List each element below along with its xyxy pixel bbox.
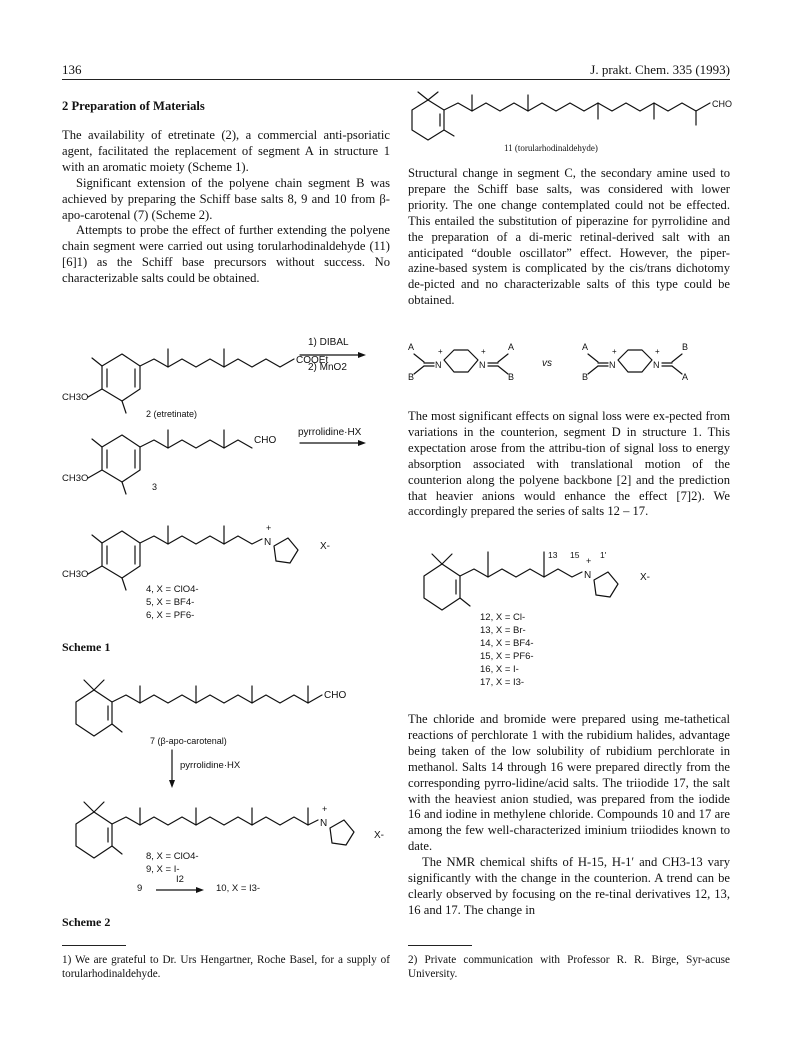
right-text-block-3 [408, 712, 730, 919]
right-text-block-2 [408, 409, 730, 520]
torularhodinaldehyde-structure [404, 88, 744, 150]
salt-label: 5, X = BF4- [146, 597, 195, 608]
methoxy-label: CH3O [62, 473, 89, 484]
svg-text:+: + [438, 347, 443, 356]
reagent-dibal: 1) DIBAL [308, 337, 349, 348]
svg-text:N: N [435, 360, 442, 370]
svg-text:+: + [322, 804, 328, 814]
triiodide-product: 10, X = I3- [216, 883, 261, 894]
svg-text:B: B [682, 342, 689, 352]
paragraph: Structural change in segment C, the secondary amine used to prepare the Schiff base salts, was considered with lower priority. The one change contemplated could not be effected. This entailed the substitution of piperazine for pyrrolidine and the preparation of a di-meric retinal-derived salt with an anticipated “double oscillator” effect. However, the piper-azine-based system is complicated by the cis/trans dichotomy de-picted and no characterizable salts of this type could be obtained. [408, 166, 730, 308]
footnote-rule [408, 945, 472, 946]
reagent-mno2: 2) MnO2 [308, 362, 347, 373]
iodine-reactant: 9 [137, 883, 143, 894]
journal-citation: J. prakt. Chem. 335 (1993) [590, 62, 730, 77]
svg-text:N: N [320, 818, 328, 829]
salts-12-17-list [480, 611, 534, 689]
svg-text:N: N [609, 360, 616, 370]
svg-text:N: N [653, 360, 660, 370]
salt-label: 8, X = ClO4- [146, 851, 199, 862]
svg-text:N: N [479, 360, 486, 370]
retinal-iminium-structure [408, 540, 730, 620]
position-13: 13 [548, 550, 558, 560]
beta-apo-carotenal-structure [76, 680, 322, 736]
position-15: 15 [570, 550, 580, 560]
reagent-pyrrolidine: pyrrolidine·HX [298, 427, 362, 438]
aldehyde-3-structure [88, 430, 252, 494]
svg-text:+: + [586, 556, 592, 566]
salt-label: 13, X = Br- [480, 625, 526, 636]
salt-label: 4, X = ClO4- [146, 584, 199, 595]
piperazine-cis [408, 342, 514, 382]
svg-text:B: B [508, 372, 515, 382]
scheme2-structures [62, 658, 392, 888]
page-number: 136 [62, 62, 82, 77]
piperazine-trans [582, 342, 688, 382]
cho-label: CHO [712, 99, 732, 109]
iminium-salt-structure [76, 802, 354, 858]
cmpd2-label: 2 (etretinate) [146, 409, 198, 419]
section-heading: 2 Preparation of Materials [62, 99, 205, 113]
svg-text:A: A [582, 342, 589, 352]
footnote-rule [62, 945, 126, 946]
anion-label: X- [374, 830, 384, 841]
cooet-label: COOEt [296, 355, 329, 366]
svg-text:+: + [266, 523, 272, 533]
salt-label: 16, X = I- [480, 664, 519, 675]
position-1prime: 1' [600, 550, 607, 560]
anion-label: X- [320, 541, 330, 552]
scheme2-salt-list [146, 850, 199, 876]
scheme2-caption: Scheme 2 [62, 915, 111, 929]
svg-text:N: N [584, 570, 592, 581]
svg-text:B: B [582, 372, 589, 382]
cmpd11-label: 11 (torularhodinaldehyde) [504, 143, 598, 153]
svg-text:N: N [264, 537, 272, 548]
paragraph: Attempts to probe the effect of further extending the polyene chain segment were carried out using torularhodinaldehyde (11) [6]1) as the Schiff base precursors without success. No characterizable salts could be obtained. [62, 223, 390, 286]
svg-text:B: B [408, 372, 415, 382]
left-text-block [62, 128, 390, 287]
scheme1-structures [62, 325, 392, 625]
paragraph: The availability of etretinate (2), a commercial anti-psoriatic agent, facilitated the replacement of segment A in structure 1 with an aromatic moiety (Scheme 1). [62, 128, 390, 174]
iminium-salt-structure [88, 523, 298, 590]
salt-label: 15, X = PF6- [480, 651, 534, 662]
paragraph: The most significant effects on signal loss were ex-pected from variations in the counterion, segment D in structure 1. This expectation arose from the attribu-tion of signal loss to energy absorption associated with translational motion of the counterion along the polyene backbone [2] and the prediction that heavier anions would enhance the effect [7]2). We accordingly prepared the series of salts 12 – 17. [408, 409, 730, 519]
cho-label: CHO [254, 435, 277, 446]
iodine-reagent: I2 [176, 874, 184, 885]
svg-text:A: A [682, 372, 689, 382]
salt-label: 14, X = BF4- [480, 638, 534, 649]
methoxy-label: CH3O [62, 392, 89, 403]
versus-label: vs [542, 358, 552, 369]
scheme1-caption: Scheme 1 [62, 640, 111, 654]
svg-text:+: + [481, 347, 486, 356]
reaction-arrow [154, 885, 206, 895]
methoxy-label: CH3O [62, 569, 89, 580]
paragraph: The NMR chemical shifts of H-15, H-1′ and CH3-13 vary significantly with the change in the counterion. A trend can be clearly observed by focusing on the re-tinal derivatives 12, 13, 16 and 17. The change in [408, 855, 730, 917]
salt-label: 6, X = PF6- [146, 610, 195, 621]
svg-text:+: + [612, 347, 617, 356]
paragraph: Significant extension of the polyene chain segment B was achieved by preparing the Schiff base salts 8, 9 and 10 from β-apo-carotenal (7) (Scheme 2). [62, 175, 390, 222]
svg-text:A: A [408, 342, 415, 352]
scheme1-salt-list [146, 583, 199, 622]
piperazine-structures [408, 340, 730, 390]
svg-text:+: + [655, 347, 660, 356]
footnote-1: 1) We are grateful to Dr. Urs Hengartner, Roche Basel, for a supply of torularhodinaldehyde. [62, 954, 390, 980]
footnote-2: 2) Private communication with Professor R. R. Birge, Syr-acuse University. [408, 954, 730, 980]
header-rule [62, 79, 730, 80]
svg-text:A: A [508, 342, 515, 352]
etretinate-structure [88, 349, 294, 413]
salt-label: 9, X = I- [146, 864, 180, 875]
salt-label: 12, X = Cl- [480, 612, 526, 623]
salt-label: 17, X = I3- [480, 677, 525, 688]
right-text-block-1 [408, 166, 730, 309]
cmpd3-label: 3 [152, 482, 158, 492]
anion-label: X- [640, 572, 650, 583]
reagent-pyrrolidine: pyrrolidine·HX [180, 760, 241, 771]
paragraph: The chloride and bromide were prepared using me-tathetical reactions of perchlorate 1 with the rubidium halides, advantage being taken of the low solubility of rubidium perchlorate in methanol. Salts 14 through 16 were prepared directly from the corresponding pyrro-lidine/acid salts. The triiodide 17, the salt with the heaviest anion studied, was prepared from the iodide 16 and iodine in methylene chloride. Compounds 10 and 17 are among the few well-characterized iminium triiodides known to date. [408, 712, 730, 854]
cmpd7-label: 7 (β-apo-carotenal) [150, 736, 227, 746]
cho-label: CHO [324, 690, 347, 701]
